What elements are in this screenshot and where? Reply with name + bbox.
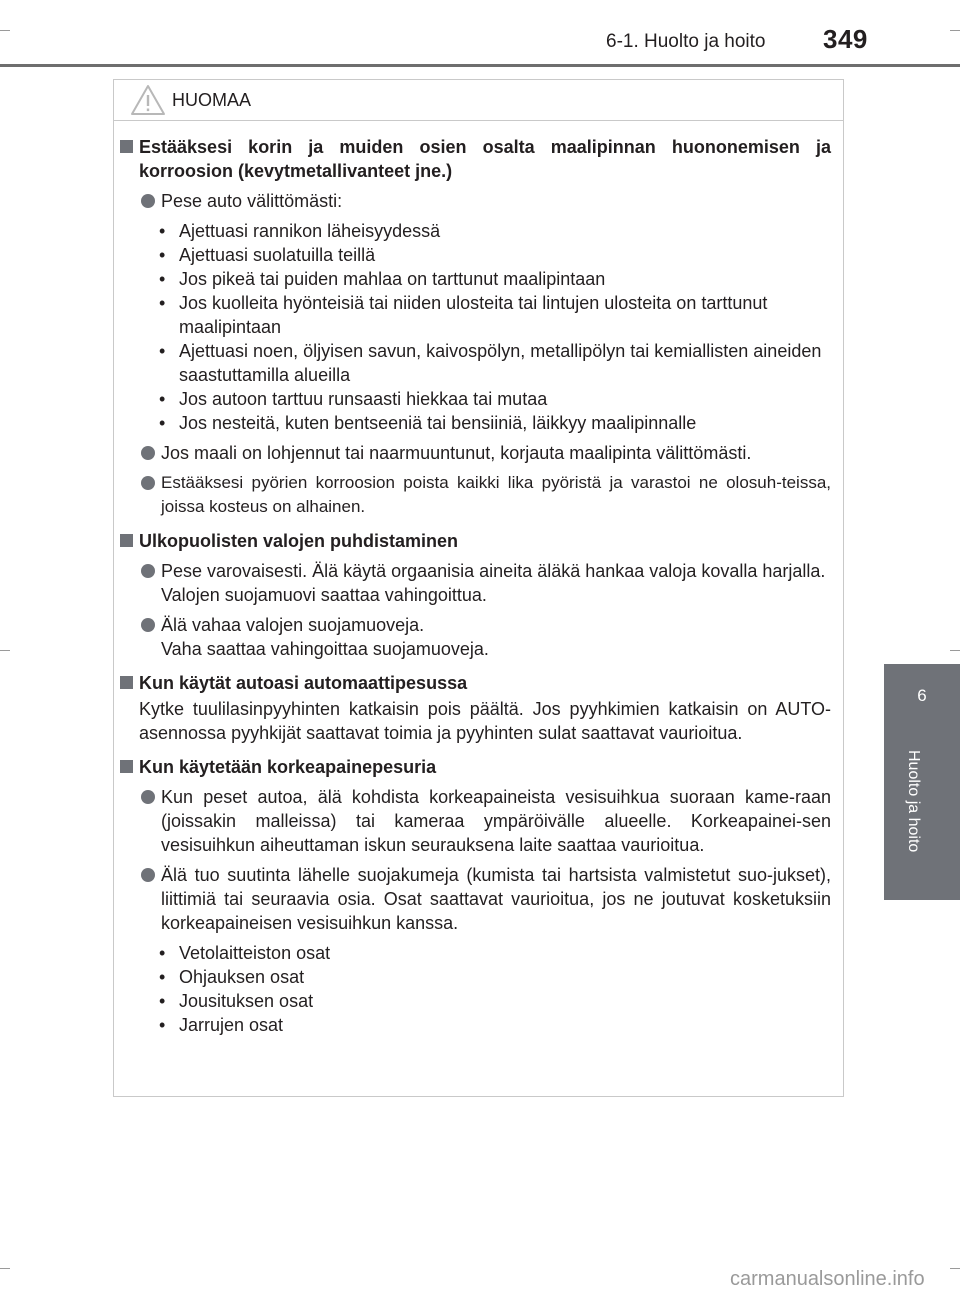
list-item: • Ajettuasi noen, öljyisen savun, kaivospölyn, metallipölyn tai kemiallisten aineiden saastuttamilla alueilla <box>159 341 822 385</box>
notice-header <box>114 80 843 121</box>
crop-mark <box>0 30 10 31</box>
bullet-list <box>119 219 831 435</box>
round-bullet-icon <box>141 868 155 882</box>
list-item: • Jousituksen osat <box>159 991 314 1011</box>
crop-mark <box>950 650 960 651</box>
point-subtext: Valojen suojamuovi saattaa vahingoittua. <box>161 585 487 605</box>
point-item <box>119 471 831 519</box>
chapter-number: 6 <box>917 686 927 705</box>
section-heading-text: Estääksesi korin ja muiden osien osalta maalipinnan huononemisen ja korroosion (kevytmetallivanteet jne.) <box>139 137 831 181</box>
section-paragraph: Kytke tuulilasinpyyhinten katkaisin pois päältä. Jos pyyhkimien katkaisin on AUTO-asennossa pyyhkijät saattavat toimia ja pyyhinten sulat saattavat vaurioitua. <box>139 699 831 743</box>
point-text: Estääksesi pyörien korroosion poista kaikki lika pyöristä ja varastoi ne olosuh-teissa, joissa kosteus on alhainen. <box>161 473 831 516</box>
section-heading <box>119 671 831 695</box>
point-text: Pese varovaisesti. Älä käytä orgaanisia aineita äläkä hankaa valoja kovalla harjalla. <box>161 561 826 581</box>
point-text: Pese auto välittömästi: <box>161 191 343 211</box>
point-subtext: Vaha saattaa vahingoittaa suojamuoveja. <box>161 639 489 659</box>
square-bullet-icon <box>120 140 133 153</box>
point-text: Jos maali on lohjennut tai naarmuuntunut, korjauta maalipinta välittömästi. <box>161 443 752 463</box>
point-item <box>119 785 831 857</box>
square-bullet-icon <box>120 676 133 689</box>
bullet-list <box>119 941 831 1037</box>
list-item: • Jos kuolleita hyönteisiä tai niiden ulosteita tai lintujen ulosteita on tarttunut maalipintaan <box>159 293 768 337</box>
list-item: • Jos nesteitä, kuten bentseeniä tai bensiiniä, läikkyy maalipinnalle <box>159 413 697 433</box>
point-item <box>119 863 831 935</box>
section-heading <box>119 755 831 779</box>
point-text: Älä tuo suutinta lähelle suojakumeja (kumista tai hartsista valmistetut suo-jukset), liittimiä tai seuraavia osia. Osat saattavat vaurioitua, jos ne joutuvat kosketuksiin korkeapaineisen vesisuihkun kanssa. <box>161 865 831 933</box>
header-rule <box>0 64 960 67</box>
page-number: 349 <box>823 24 868 54</box>
square-bullet-icon <box>120 534 133 547</box>
list-item: • Jos autoon tarttuu runsaasti hiekkaa tai mutaa <box>159 389 548 409</box>
point-item <box>119 613 831 661</box>
chapter-label: Huolto ja hoito <box>905 750 922 853</box>
list-item: • Ajettuasi rannikon läheisyydessä <box>159 221 441 241</box>
notice-content <box>114 132 843 1037</box>
point-item <box>119 441 831 465</box>
crop-mark <box>0 1268 10 1269</box>
round-bullet-icon <box>141 790 155 804</box>
point-text: Kun peset autoa, älä kohdista korkeapaineista vesisuihkua suoraan kame-raan (joissakin malleissa) tai kameraa ympäröivälle alueelle. Korkeapainei-sen vesisuihkun aiheuttaman iskun seurauksena laite saattaa vaurioitua. <box>161 787 831 855</box>
crop-mark <box>950 30 960 31</box>
list-item: • Ohjauksen osat <box>159 967 305 987</box>
crop-mark <box>0 650 10 651</box>
notice-title: HUOMAA <box>172 90 252 110</box>
watermark: carmanualsonline.info <box>730 1268 925 1290</box>
notice-box <box>113 79 844 1097</box>
round-bullet-icon <box>141 476 155 490</box>
section-heading <box>119 135 831 183</box>
list-item: • Ajettuasi suolatuilla teillä <box>159 245 376 265</box>
section-heading-text: Kun käytät autoasi automaattipesussa <box>139 673 468 693</box>
square-bullet-icon <box>120 760 133 773</box>
point-text: Älä vahaa valojen suojamuoveja. <box>161 615 425 635</box>
section-title: 6-1. Huolto ja hoito <box>606 31 766 52</box>
round-bullet-icon <box>141 194 155 208</box>
warning-triangle-icon <box>130 84 166 116</box>
round-bullet-icon <box>141 564 155 578</box>
round-bullet-icon <box>141 446 155 460</box>
section-heading <box>119 529 831 553</box>
point-item <box>119 559 831 607</box>
section-heading-text: Kun käytetään korkeapainepesuria <box>139 757 437 777</box>
section-heading-text: Ulkopuolisten valojen puhdistaminen <box>139 531 459 551</box>
point-item <box>119 189 831 213</box>
round-bullet-icon <box>141 618 155 632</box>
list-item: • Vetolaitteiston osat <box>159 943 331 963</box>
list-item: • Jarrujen osat <box>159 1015 284 1035</box>
crop-mark <box>950 1268 960 1269</box>
chapter-side-tab <box>884 664 960 900</box>
list-item: • Jos pikeä tai puiden mahlaa on tarttunut maalipintaan <box>159 269 606 289</box>
